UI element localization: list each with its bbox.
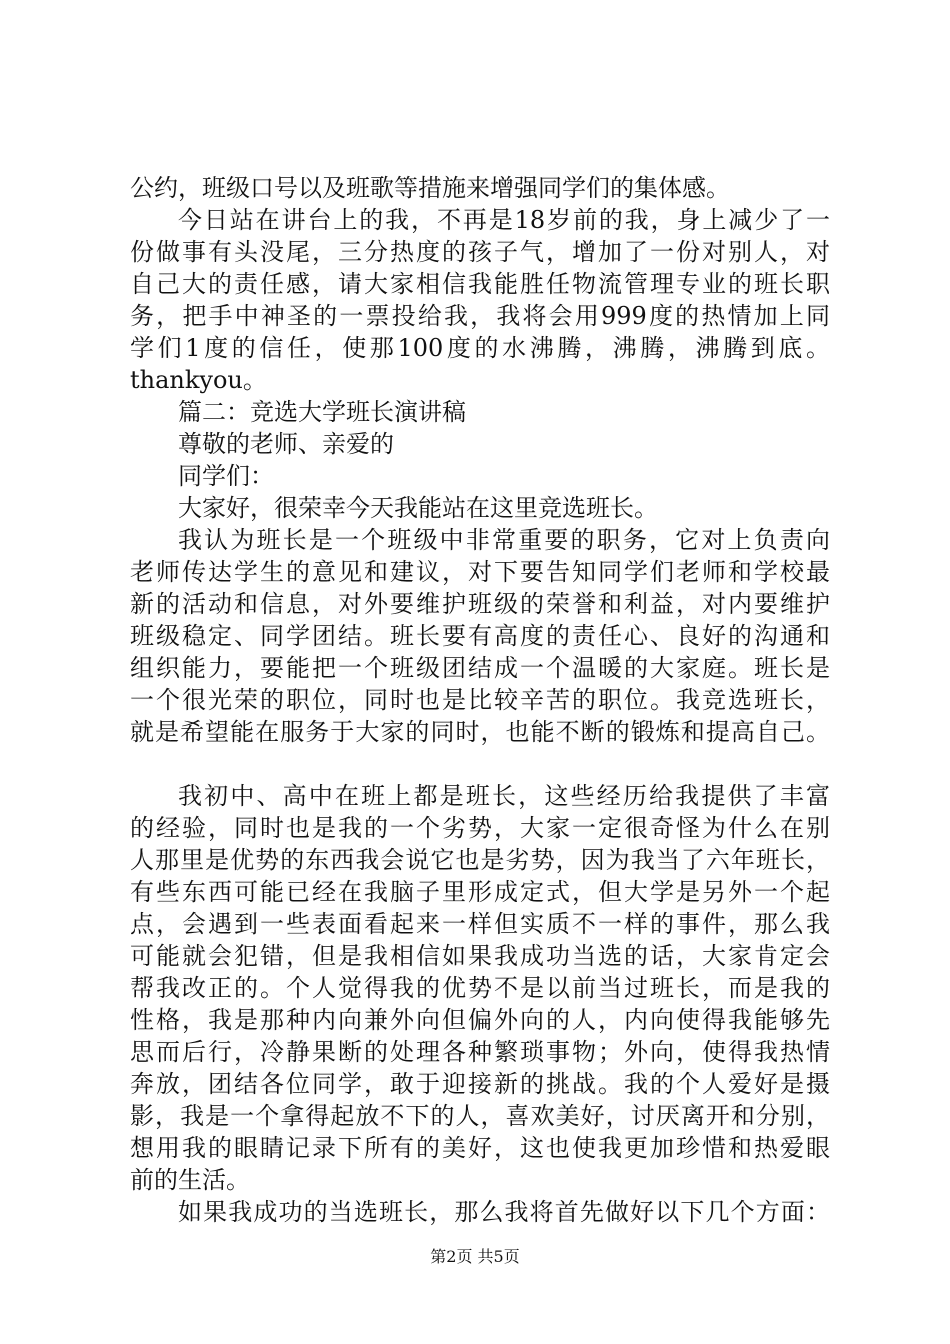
text-line: 前的生活。 — [130, 1166, 250, 1194]
page-footer — [0, 1247, 950, 1267]
text-line: thankyou。 — [130, 366, 267, 394]
blank-line — [130, 748, 830, 780]
text-line: 班级稳定、同学团结。班长要有高度的责任心、良好的沟通和 — [130, 622, 830, 650]
text-line: 大家好，很荣幸今天我能站在这里竞选班长。 — [178, 494, 658, 522]
text-line: 性格，我是那种内向兼外向但偏外向的人，内向使得我能够先 — [130, 1006, 830, 1034]
text-line: 人那里是优势的东西我会说它也是劣势，因为我当了六年班长， — [130, 846, 830, 874]
section-heading: 篇二：竞选大学班长演讲稿 — [178, 398, 466, 426]
text-line: 自己大的责任感，请大家相信我能胜任物流管理专业的班长职 — [130, 270, 830, 298]
text-line: 同学们： — [178, 462, 274, 490]
text-line: 我初中、高中在班上都是班长，这些经历给我提供了丰富 — [178, 782, 830, 810]
text-line: 帮我改正的。个人觉得我的优势不是以前当过班长，而是我的 — [130, 974, 830, 1002]
text-line: 尊敬的老师、亲爱的 — [178, 430, 394, 458]
text-line: 点，会遇到一些表面看起来一样但实质不一样的事件，那么我 — [130, 910, 830, 938]
text-line: 今日站在讲台上的我，不再是18岁前的我，身上减少了一 — [178, 206, 830, 234]
page-number-label: 第2页 共5页 — [430, 1247, 520, 1266]
text-line: 影，我是一个拿得起放不下的人，喜欢美好，讨厌离开和分别， — [130, 1102, 830, 1130]
text-line: 如果我成功的当选班长，那么我将首先做好以下几个方面： — [178, 1198, 830, 1226]
text-line: 务，把手中神圣的一票投给我，我将会用999度的热情加上同 — [130, 302, 830, 330]
text-line: 想用我的眼睛记录下所有的美好，这也使我更加珍惜和热爱眼 — [130, 1134, 830, 1162]
text-line: 学们1度的信任，使那100度的水沸腾，沸腾，沸腾到底。 — [130, 334, 830, 362]
text-line: 就是希望能在服务于大家的同时，也能不断的锻炼和提高自己。 — [130, 718, 830, 746]
text-line: 新的活动和信息，对外要维护班级的荣誉和利益，对内要维护 — [130, 590, 830, 618]
text-line: 思而后行，冷静果断的处理各种繁琐事物；外向，使得我热情 — [130, 1038, 830, 1066]
text-line: 老师传达学生的意见和建议，对下要告知同学们老师和学校最 — [130, 558, 830, 586]
text-line: 组织能力，要能把一个班级团结成一个温暖的大家庭。班长是 — [130, 654, 830, 682]
text-line: 奔放，团结各位同学，敢于迎接新的挑战。我的个人爱好是摄 — [130, 1070, 830, 1098]
document-body — [130, 172, 830, 1228]
text-line: 份做事有头没尾，三分热度的孩子气，增加了一份对别人，对 — [130, 238, 830, 266]
text-line: 一个很光荣的职位，同时也是比较辛苦的职位。我竞选班长， — [130, 686, 830, 714]
text-line: 有些东西可能已经在我脑子里形成定式，但大学是另外一个起 — [130, 878, 830, 906]
text-line: 公约，班级口号以及班歌等措施来增强同学们的集体感。 — [130, 174, 730, 202]
text-line: 的经验，同时也是我的一个劣势，大家一定很奇怪为什么在别 — [130, 814, 830, 842]
text-line: 可能就会犯错，但是我相信如果我成功当选的话，大家肯定会 — [130, 942, 830, 970]
text-line: 我认为班长是一个班级中非常重要的职务，它对上负责向 — [178, 526, 830, 554]
